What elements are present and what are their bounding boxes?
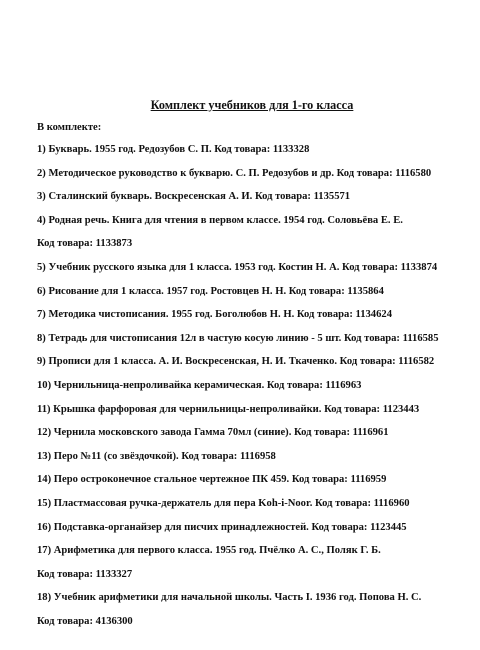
document-subtitle: В комплекте: xyxy=(37,122,102,133)
item-line: 6) Рисование для 1 класса. 1957 год. Ростовцев Н. Н. Код товара: 1135864 xyxy=(37,285,384,297)
document-title: Комплект учебников для 1-го класса xyxy=(150,98,354,112)
item-line-continuation: Код товара: 1133327 xyxy=(37,568,133,580)
item-list xyxy=(37,143,457,629)
item-line: 4) Родная речь. Книга для чтения в первом классе. 1954 год. Соловьёва Е. Е. xyxy=(37,214,403,226)
item-line: 16) Подставка-органайзер для писчих принадлежностей. Код товара: 1123445 xyxy=(37,521,407,533)
item-line: 17) Арифметика для первого класса. 1955 год. Пчёлко А. С., Поляк Г. Б. xyxy=(37,545,381,557)
item-line: 15) Пластмассовая ручка-держатель для пера Koh-i-Noor. Код товара: 1116960 xyxy=(37,497,410,509)
document-page xyxy=(37,98,457,638)
item-line: 8) Тетрадь для чистописания 12л в частую косую линию - 5 шт. Код товара: 1116585 xyxy=(37,332,439,344)
item-line: 13) Перо №11 (со звёздочкой). Код товара: 1116958 xyxy=(37,450,276,462)
item-line: 10) Чернильница-непроливайка керамическая. Код товара: 1116963 xyxy=(37,379,362,391)
item-line: 14) Перо остроконечное стальное чертежное ПК 459. Код товара: 1116959 xyxy=(37,474,387,486)
item-line-continuation: Код товара: 4136300 xyxy=(37,615,133,627)
item-line-continuation: Код товара: 1133873 xyxy=(37,238,133,250)
item-line: 11) Крышка фарфоровая для чернильницы-непроливайки. Код товара: 1123443 xyxy=(37,403,420,415)
item-line: 3) Сталинский букварь. Воскресенская А. И. Код товара: 1135571 xyxy=(37,191,351,203)
item-line: 12) Чернила московского завода Гамма 70мл (синие). Код товара: 1116961 xyxy=(37,427,389,439)
item-line: 2) Методическое руководство к букварю. С. П. Редозубов и др. Код товара: 1116580 xyxy=(37,167,432,179)
item-line: 1) Букварь. 1955 год. Редозубов С. П. Код товара: 1133328 xyxy=(37,144,310,155)
item-line: 5) Учебник русского языка для 1 класса. 1953 год. Костин Н. А. Код товара: 1133874 xyxy=(37,261,438,273)
item-line: 18) Учебник арифметики для начальной школы. Часть I. 1936 год. Попова Н. С. xyxy=(37,592,422,604)
item-line: 7) Методика чистописания. 1955 год. Боголюбов Н. Н. Код товара: 1134624 xyxy=(37,309,392,321)
item-line: 9) Прописи для 1 класса. А. И. Воскресенская, Н. И. Ткаченко. Код товара: 1116582 xyxy=(37,356,435,368)
